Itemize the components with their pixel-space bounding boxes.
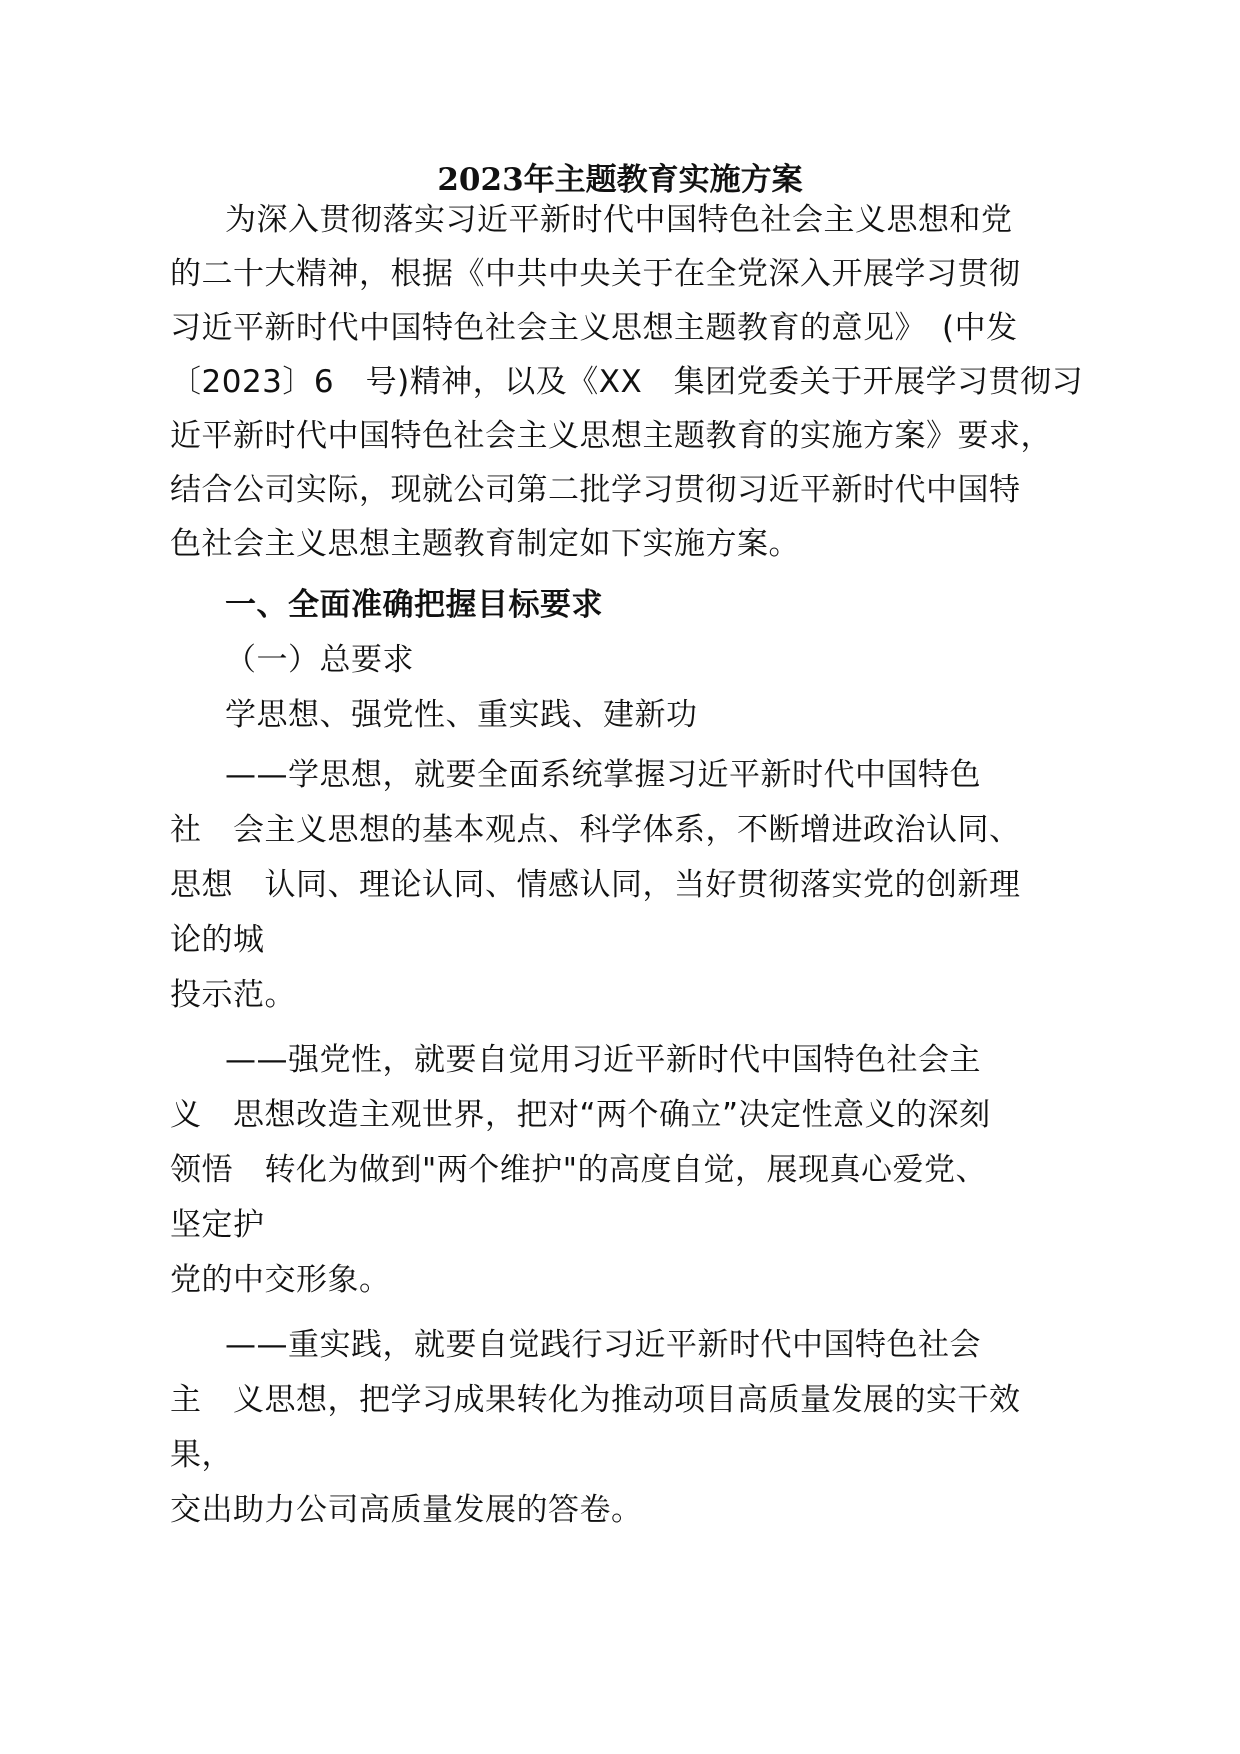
party-line-3: 领悟 转化为做到"两个维护"的高度自觉，展现真心爱党、 — [170, 1152, 988, 1188]
party-line-2: 义 思想改造主观世界，把对“两个确立”决定性意义的深刻 — [170, 1097, 991, 1133]
practice-line-3: 果， — [170, 1437, 233, 1473]
party-line-5: 党的中交形象。 — [170, 1262, 391, 1298]
intro-line-5: 近平新时代中国特色社会主义思想主题教育的实施方案》要求， — [170, 418, 1052, 454]
intro-line-3: 习近平新时代中国特色社会主义思想主题教育的意见》 (中发 — [170, 310, 1018, 346]
intro-line-4: 〔2023〕6 号)精神，以及《XX 集团党委关于开展学习贯彻习 — [170, 364, 1084, 400]
study-line-3: 思想 认同、理论认同、情感认同，当好贯彻落实党的创新理 — [170, 867, 1021, 903]
practice-line-2: 主 义思想，把学习成果转化为推动项目高质量发展的实干效 — [170, 1382, 1021, 1418]
subsection-heading: （一）总要求 — [225, 642, 414, 678]
study-line-4: 论的城 — [170, 922, 265, 958]
study-line-2: 社 会主义思想的基本观点、科学体系，不断增进政治认同、 — [170, 812, 1021, 848]
practice-line-1: ——重实践，就要自觉践行习近平新时代中国特色社会 — [225, 1327, 981, 1363]
section-heading: 一、全面准确把握目标要求 — [225, 587, 603, 623]
study-line-5: 投示范。 — [170, 977, 296, 1013]
practice-line-4: 交出助力公司高质量发展的答卷。 — [170, 1492, 643, 1528]
intro-line-6: 结合公司实际，现就公司第二批学习贯彻习近平新时代中国特 — [170, 472, 1021, 508]
document-title: 2023年主题教育实施方案 — [437, 162, 803, 198]
intro-line-1: 为深入贯彻落实习近平新时代中国特色社会主义思想和党 — [225, 202, 1013, 238]
intro-line-7: 色社会主义思想主题教育制定如下实施方案。 — [170, 526, 800, 562]
party-line-4: 坚定护 — [170, 1207, 265, 1243]
summary-line: 学思想、强党性、重实践、建新功 — [225, 697, 698, 733]
party-line-1: ——强党性，就要自觉用习近平新时代中国特色社会主 — [225, 1042, 981, 1078]
intro-line-2: 的二十大精神，根据《中共中央关于在全党深入开展学习贯彻 — [170, 256, 1021, 292]
study-line-1: ——学思想，就要全面系统掌握习近平新时代中国特色 — [225, 757, 981, 793]
